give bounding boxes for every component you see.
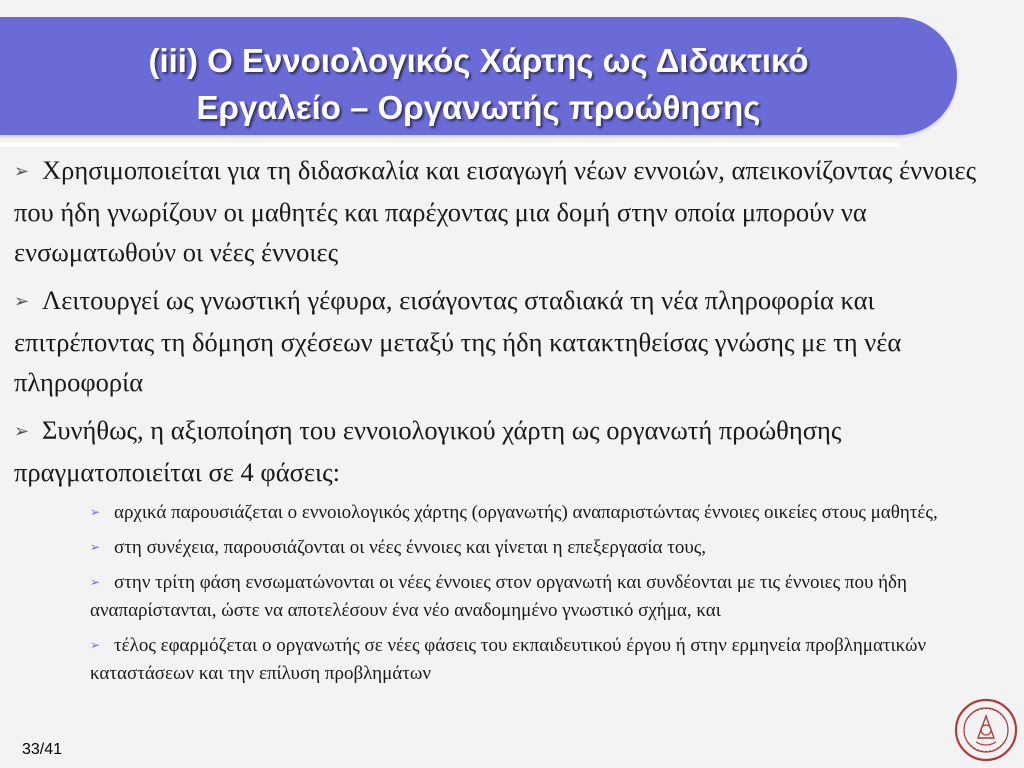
phase-item xyxy=(90,568,1004,625)
bullet-text: Χρησιμοποιείται για τη διδασκαλία και εισαγωγή νέων εννοιών, απεικονίζοντας έννοιες που ήδη γνωρίζουν οι μαθητές και παρέχοντας μια δομή στην οποία μπορούν να ενσωματωθούν οι νέες έννοιες xyxy=(14,155,977,267)
phase-item xyxy=(90,631,1004,688)
sub-arrow-bullet-icon: ➢ xyxy=(90,540,101,554)
phase-text: στην τρίτη φάση ενσωματώνονται οι νέες έννοιες στον οργανωτή και συνδέονται με τις έννοιες που ήδη αναπαρίστανται, ώστε να αποτελέσουν ένα νέο αναδομημένο γνωστικό σχήμα, και xyxy=(90,572,907,621)
bullet-text: Συνήθως, η αξιοποίηση του εννοιολογικού χάρτη ως οργανωτή προώθησης πραγματοποιείται σε 4 φάσεις: xyxy=(14,415,842,487)
slide-title-line-2: Εργαλείο – Οργανωτής προώθησης xyxy=(196,89,761,126)
arrow-bullet-icon: ➢ xyxy=(14,161,30,182)
sub-arrow-bullet-icon: ➢ xyxy=(90,505,101,519)
slide-content xyxy=(14,150,1004,694)
sub-arrow-bullet-icon: ➢ xyxy=(90,575,101,589)
phase-text: αρχικά παρουσιάζεται ο εννοιολογικός χάρτης (οργανωτής) αναπαριστώντας έννοιες οικείες στους μαθητές, xyxy=(114,502,938,523)
phase-text: τέλος εφαρμόζεται ο οργανωτής σε νέες φάσεις του εκπαιδευτικού έργου ή στην ερμηνεία προβληματικών καταστάσεων και την επίλυση προβλημάτων xyxy=(90,635,927,684)
bullet-text: Λειτουργεί ως γνωστική γέφυρα, εισάγοντας σταδιακά τη νέα πληροφορία και επιτρέποντας τη δόμηση σχέσεων μεταξύ της ήδη κατακτηθείσας γνώσης με τη νέα πληροφορία xyxy=(14,285,902,397)
phase-text: στη συνέχεια, παρουσιάζονται οι νέες έννοιες και γίνεται η επεξεργασία τους, xyxy=(114,537,707,558)
university-seal-icon xyxy=(954,698,1018,762)
phase-item xyxy=(90,498,1004,527)
title-banner xyxy=(0,17,957,135)
bullet-item xyxy=(14,150,1004,272)
bullet-item xyxy=(14,410,1004,492)
sub-arrow-bullet-icon: ➢ xyxy=(90,638,101,652)
phase-item xyxy=(90,533,1004,562)
page-number: 33/41 xyxy=(22,741,63,758)
slide-title xyxy=(0,37,957,131)
arrow-bullet-icon: ➢ xyxy=(14,291,30,312)
phase-list xyxy=(90,498,1004,688)
bullet-item xyxy=(14,280,1004,402)
arrow-bullet-icon: ➢ xyxy=(14,421,30,442)
slide-title-line-1: (iii) Ο Εννοιολογικός Χάρτης ως Διδακτικό xyxy=(148,42,809,79)
title-underline xyxy=(0,143,900,147)
